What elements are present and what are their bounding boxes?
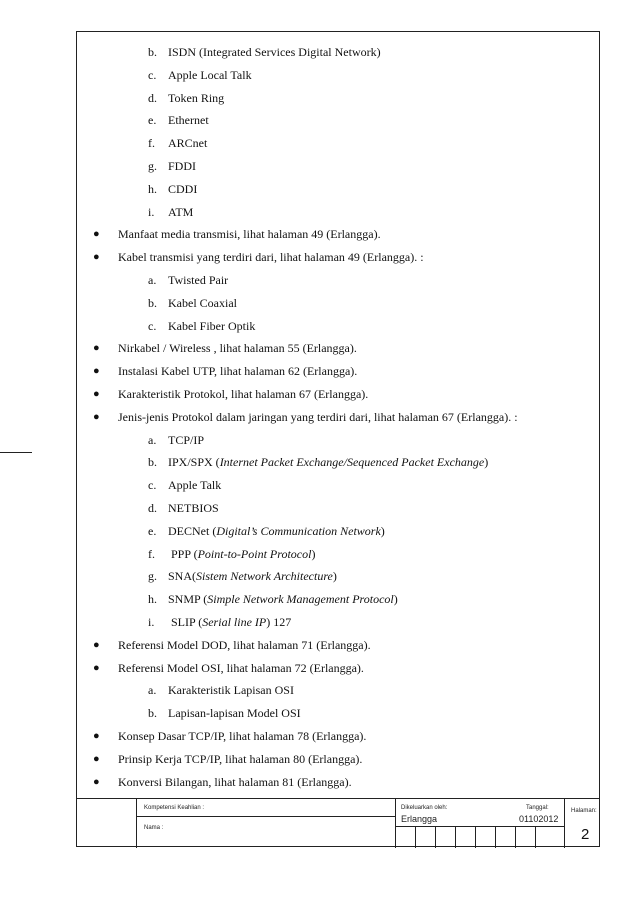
bullet-icon: ● <box>93 410 100 423</box>
bullet-item <box>93 637 371 652</box>
list-item-text-after: ) <box>484 455 489 470</box>
sub-list-item <box>148 547 315 561</box>
bullet-item <box>93 387 369 401</box>
list-marker: e. <box>148 113 157 128</box>
list-marker: i. <box>148 615 155 629</box>
sub-list-item <box>148 68 252 82</box>
halaman-label: Halaman: <box>571 808 597 814</box>
list-item-text: Kabel Coaxial <box>168 295 237 310</box>
list-item-italic-text: Internet Packet Exchange/Sequenced Packet Exchange <box>219 455 485 470</box>
list-item-text: TCP/IP <box>168 432 205 447</box>
list-marker: f. <box>148 136 155 151</box>
list-marker: g. <box>148 159 157 173</box>
table-cell-divider <box>535 826 536 848</box>
list-item-text: SNA( <box>168 569 197 584</box>
list-marker: h. <box>148 592 157 607</box>
list-marker: a. <box>148 432 157 447</box>
sub-list-item <box>148 524 385 538</box>
list-item-italic-text: Sistem Network Architecture <box>196 569 333 584</box>
list-marker: c. <box>148 67 157 82</box>
list-marker: a. <box>148 273 157 287</box>
bullet-item <box>93 364 358 379</box>
list-item-text-after: ) <box>380 523 385 538</box>
list-item-text-after: ) <box>332 569 337 584</box>
list-item-text: Prinsip Kerja TCP/IP, lihat halaman 80 (Erlangga). <box>118 751 363 766</box>
list-item-text: ARCnet <box>168 136 208 151</box>
list-item-text: DECNet ( <box>168 523 217 538</box>
list-marker: b. <box>148 295 157 310</box>
sub-list-item <box>148 296 237 310</box>
sub-list-item <box>148 455 488 469</box>
sub-list-item <box>148 273 228 287</box>
bullet-icon: ● <box>93 365 100 378</box>
bullet-item <box>93 729 367 743</box>
list-marker: b. <box>148 706 157 721</box>
list-marker: f. <box>148 546 155 561</box>
sub-list-item <box>148 45 381 59</box>
list-item-text: Instalasi Kabel UTP, lihat halaman 62 (Erlangga). <box>118 364 358 379</box>
list-item-text: Kabel Fiber Optik <box>168 318 256 333</box>
bullet-item <box>93 250 424 265</box>
footer-divider <box>395 826 564 827</box>
bullet-icon: ● <box>93 752 100 765</box>
sub-list-item <box>148 182 197 196</box>
list-marker: d. <box>148 501 157 515</box>
footer-divider <box>395 799 396 848</box>
bullet-icon: ● <box>93 730 100 742</box>
list-item-text: NETBIOS <box>168 501 219 515</box>
list-item-text: Referensi Model OSI, lihat halaman 72 (Erlangga). <box>118 660 364 675</box>
list-item-text: Karakteristik Protokol, lihat halaman 67 (Erlangga). <box>118 387 369 401</box>
list-item-text: SLIP ( <box>168 615 203 629</box>
list-item-text: Apple Local Talk <box>168 67 252 82</box>
list-item-text: Kabel transmisi yang terdiri dari, lihat halaman 49 (Erlangga). : <box>118 250 424 265</box>
bullet-icon: ● <box>93 775 100 788</box>
list-item-text: Twisted Pair <box>168 273 229 287</box>
dikeluarkan-value: Erlangga <box>401 814 438 824</box>
kompetensi-label: Kompetensi Keahlian : <box>144 805 205 811</box>
list-item-text: Lapisan-lapisan Model OSI <box>168 706 301 721</box>
sub-list-item <box>148 706 301 720</box>
list-marker: g. <box>148 569 157 584</box>
list-item-text: Konsep Dasar TCP/IP, lihat halaman 78 (Erlangga). <box>118 729 367 743</box>
dikeluarkan-label: Dikeluarkan oleh: <box>401 805 448 811</box>
list-item-text: IPX/SPX ( <box>168 455 220 470</box>
footer-divider <box>136 816 395 817</box>
sub-list-item <box>148 615 291 629</box>
list-marker: h. <box>148 181 157 196</box>
sub-list-item <box>148 478 221 492</box>
list-item-text: Ethernet <box>168 113 209 128</box>
list-item-text: Karakteristik Lapisan OSI <box>168 683 294 698</box>
bullet-icon: ● <box>93 228 100 241</box>
margin-mark <box>0 452 32 453</box>
list-item-italic-text: Simple Network Management Protocol <box>207 592 394 607</box>
list-marker: b. <box>148 455 157 470</box>
list-marker: d. <box>148 90 157 105</box>
bullet-icon: ● <box>93 388 100 400</box>
sub-list-item <box>148 113 209 127</box>
bullet-icon: ● <box>93 661 100 674</box>
table-cell-divider <box>435 826 436 848</box>
bullet-icon: ● <box>93 251 100 264</box>
tanggal-value: 01102012 <box>519 814 559 824</box>
sub-list-item <box>148 159 196 173</box>
bullet-item <box>93 751 363 766</box>
list-item-text: PPP ( <box>168 546 198 561</box>
table-cell-divider <box>515 826 516 848</box>
list-item-text: Nirkabel / Wireless , lihat halaman 55 (Erlangga). <box>118 341 357 356</box>
table-cell-divider <box>475 826 476 848</box>
list-marker: c. <box>148 478 157 493</box>
sub-list-item <box>148 569 337 583</box>
list-item-text: ISDN (Integrated Services Digital Network) <box>168 45 381 59</box>
list-item-italic-text: Digital’s Communication Network <box>216 523 381 538</box>
sub-list-item <box>148 592 398 606</box>
table-cell-divider <box>415 826 416 848</box>
list-item-text: Token Ring <box>168 90 225 105</box>
list-item-text-after: ) <box>393 592 398 607</box>
list-marker: a. <box>148 683 157 698</box>
list-item-text-after: ) 127 <box>266 615 292 629</box>
list-marker: i. <box>148 204 155 219</box>
list-item-text: Jenis-jenis Protokol dalam jaringan yang terdiri dari, lihat halaman 67 (Erlangga). : <box>118 409 518 424</box>
sub-list-item <box>148 433 204 447</box>
bullet-item <box>93 409 518 424</box>
bullet-item <box>93 227 381 242</box>
list-item-italic-text: Point-to-Point Protocol <box>197 546 312 561</box>
list-marker: c. <box>148 318 157 333</box>
bullet-item <box>93 341 357 356</box>
bullet-icon: ● <box>93 638 100 651</box>
sub-list-item <box>148 501 219 515</box>
sub-list-item <box>148 91 224 105</box>
nama-label: Nama : <box>144 825 164 831</box>
list-item-italic-text: Serial line IP <box>202 615 267 629</box>
footer-divider <box>564 799 565 848</box>
sub-list-item <box>148 136 207 150</box>
list-item-text: Apple Talk <box>168 478 222 493</box>
list-item-text: CDDI <box>168 181 198 196</box>
page-number: 2 <box>581 826 590 843</box>
sub-list-item <box>148 319 255 333</box>
bullet-item <box>93 660 364 675</box>
table-cell-divider <box>455 826 456 848</box>
tanggal-label: Tanggal: <box>526 805 549 811</box>
bullet-item <box>93 774 352 789</box>
table-cell-divider <box>495 826 496 848</box>
list-item-text: FDDI <box>168 159 197 173</box>
sub-list-item <box>148 205 193 219</box>
list-item-text: SNMP ( <box>168 592 208 607</box>
sub-list-item <box>148 683 294 697</box>
list-marker: b. <box>148 45 157 59</box>
list-item-text-after: ) <box>311 546 316 561</box>
list-item-text: Referensi Model DOD, lihat halaman 71 (Erlangga). <box>118 637 371 652</box>
list-item-text: Konversi Bilangan, lihat halaman 81 (Erlangga). <box>118 774 352 789</box>
list-item-text: Manfaat media transmisi, lihat halaman 49 (Erlangga). <box>118 227 381 242</box>
footer-divider <box>136 799 137 848</box>
list-marker: e. <box>148 523 157 538</box>
document-footer <box>76 798 600 847</box>
bullet-icon: ● <box>93 342 100 355</box>
list-item-text: ATM <box>168 204 194 219</box>
